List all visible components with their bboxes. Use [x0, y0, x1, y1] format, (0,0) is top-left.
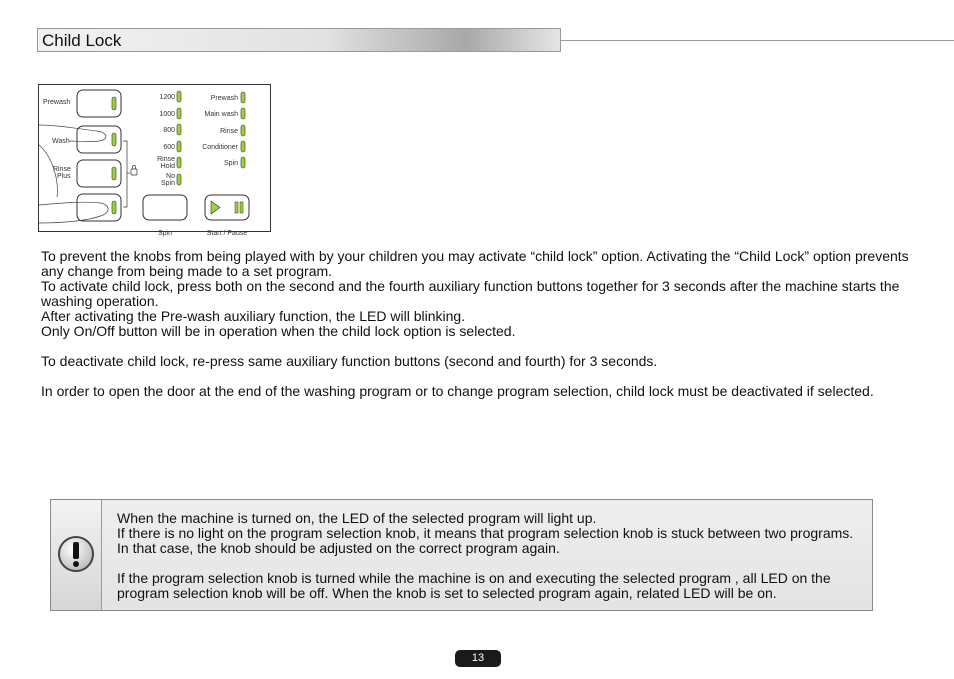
rinse-hold-label-2: Hold: [160, 163, 175, 170]
note-paragraph: When the machine is turned on, the LED of the selected program will light up.: [117, 510, 597, 526]
plus-label: Plus: [57, 173, 71, 180]
start-pause-label: Start / Pause: [206, 230, 248, 237]
instructions-text: [41, 249, 911, 399]
section-title: Child Lock: [42, 31, 122, 50]
paragraph: Only On/Off button will be in operation when the child lock option is selected.: [41, 323, 516, 339]
no-spin-label-1: No: [166, 173, 175, 180]
note-icon-column: [51, 500, 102, 610]
bracket: [123, 141, 127, 207]
led: [112, 97, 116, 110]
exclamation-icon: [57, 534, 95, 574]
control-panel-illustration: [38, 84, 271, 237]
func-conditioner-label: Conditioner: [202, 144, 238, 151]
prewash-label: Prewash: [43, 99, 71, 106]
pause-icon: [235, 202, 238, 213]
lock-icon: [131, 169, 137, 175]
spin-800-label: 800: [163, 127, 175, 134]
rinse-hold-label-1: Rinse: [157, 156, 175, 163]
spin-600-label: 600: [163, 144, 175, 151]
spin-button-label: Spin: [157, 230, 173, 237]
paragraph: In order to open the door at the end of the washing program or to change program selection, child lock must be deactivated if selected.: [41, 383, 874, 399]
title-rule: [561, 40, 954, 41]
func-prewash-label: Prewash: [210, 95, 238, 102]
led: [112, 133, 116, 146]
led: [112, 167, 116, 180]
page-number: 13: [455, 650, 501, 667]
func-mainwash-label: Main wash: [204, 111, 238, 118]
no-spin-label-2: Spin: [160, 180, 175, 187]
spin-1200-label: 1200: [159, 94, 175, 101]
paragraph: To activate child lock, press both on the second and the fourth auxiliary function buttons together for 3 seconds after the machine starts the washing operation.: [41, 278, 900, 309]
led: [112, 201, 116, 214]
paragraph: To deactivate child lock, re-press same auxiliary function buttons (second and fourth) for 3 seconds.: [41, 353, 658, 369]
spin-1000-label: 1000: [159, 111, 175, 118]
control-panel-drawing: [39, 85, 272, 237]
spin-button: [143, 195, 187, 220]
func-spin-label: Spin: [223, 160, 238, 167]
note-paragraph: If there is no light on the program selection knob, it means that program selection knob is stuck between two programs. In that case, the knob should be adjusted on the correct program again.: [117, 525, 854, 556]
warning-note: [50, 499, 873, 611]
wash-label: Wash: [52, 138, 70, 145]
func-rinse-label: Rinse: [220, 128, 238, 135]
rinse-label: Rinse: [53, 166, 71, 173]
note-paragraph: If the program selection knob is turned while the machine is on and executing the selected program , all LED on the program selection knob will be off. When the knob is set to selected program again, related LED will be on.: [117, 570, 831, 601]
note-text: [117, 511, 867, 601]
section-title-bar: [37, 28, 561, 52]
paragraph: After activating the Pre-wash auxiliary function, the LED will blinking.: [41, 308, 466, 324]
paragraph: To prevent the knobs from being played with by your children you may activate “child lock” option. Activating the “Child Lock” option prevents any change from being made to a set program.: [41, 248, 909, 279]
